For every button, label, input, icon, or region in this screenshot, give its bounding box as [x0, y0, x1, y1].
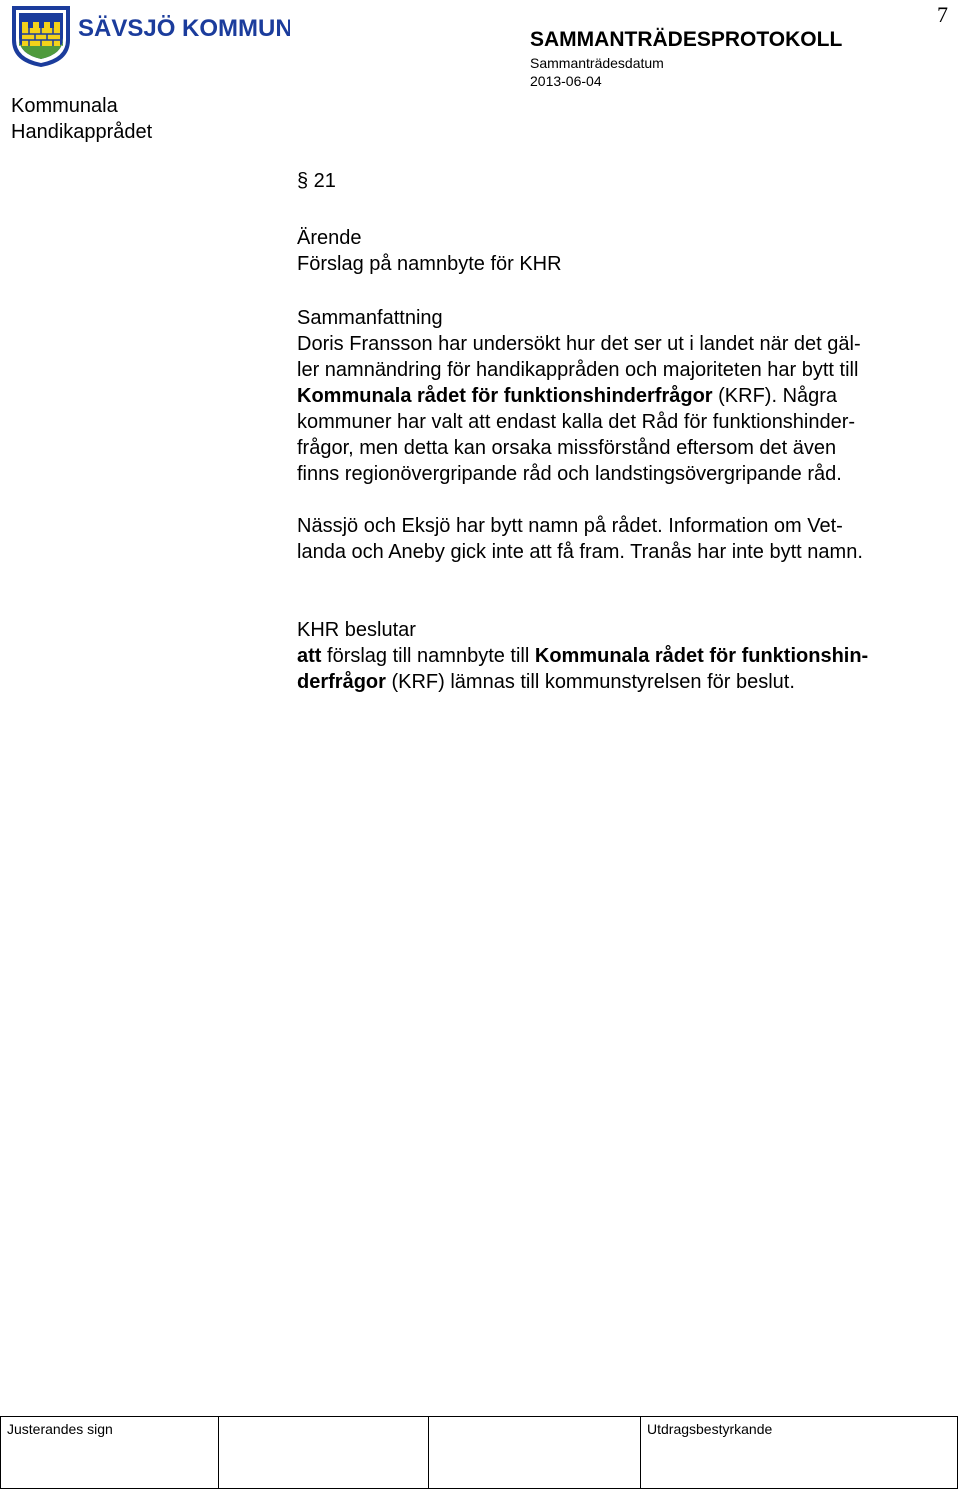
- council-name-rest: (KRF). Några: [712, 385, 838, 407]
- org-line-1: Kommunala: [11, 95, 118, 117]
- beslut-heading: KHR beslutar: [297, 619, 416, 641]
- beslut-text-1: förslag till namnbyte till: [321, 645, 535, 667]
- sammanfattning-line: frågor, men detta kan orsaka missförstånd eftersom det även: [297, 437, 837, 459]
- beslut-text-2: (KRF) lämnas till kommunstyrelsen för beslut.: [385, 671, 795, 693]
- extra-line: landa och Aneby gick inte att få fram. Tranås har inte bytt namn.: [297, 541, 863, 563]
- org-line-2: Handikapprådet: [11, 121, 153, 143]
- justerandes-label: Justerandes sign: [7, 1421, 113, 1437]
- date-value: 2013-06-04: [530, 73, 602, 89]
- extra-line: Nässjö och Eksjö har bytt namn på rådet. Information om Vet-: [297, 515, 843, 537]
- utdrag-label: Utdragsbestyrkande: [647, 1421, 773, 1437]
- sammanfattning-line: [297, 383, 947, 409]
- brand-name: SÄVSJÖ KOMMUN: [78, 15, 290, 42]
- savsjo-kommun-logo: [8, 4, 290, 68]
- arende-heading: Ärende: [297, 227, 362, 249]
- sammanfattning-line: Doris Fransson har undersökt hur det ser ut i landet när det gäl-: [297, 333, 861, 355]
- sammanfattning-line: ler namnändring för handikappråden och majoriteten har bytt till: [297, 359, 859, 381]
- protocol-title: SAMMANTRÄDESPROTOKOLL: [530, 28, 843, 51]
- beslut-council-1: Kommunala rådet för funktionshin-: [534, 645, 869, 667]
- sammanfattning-line: finns regionövergripande råd och landstingsövergripande råd.: [297, 463, 842, 485]
- date-label: Sammanträdesdatum: [530, 55, 664, 71]
- signature-table: [0, 1416, 958, 1489]
- signature-cell: [429, 1417, 641, 1489]
- beslut-council-2: derfrågor: [297, 671, 386, 693]
- signature-cell: [219, 1417, 429, 1489]
- crest-icon: [8, 4, 290, 68]
- paragraph-number: § 21: [297, 170, 336, 192]
- section-body: [297, 225, 947, 695]
- council-name-bold: Kommunala rådet för funktionshinderfrågor: [297, 385, 713, 407]
- beslut-att: att: [297, 645, 322, 667]
- beslut-line: [297, 643, 947, 669]
- utdrag-cell: [641, 1417, 958, 1489]
- sammanfattning-line: kommuner har valt att endast kalla det Råd för funktionshinder-: [297, 411, 856, 433]
- arende-text: Förslag på namnbyte för KHR: [297, 253, 562, 275]
- beslut-line: [297, 669, 947, 695]
- page-number: 7: [937, 2, 948, 27]
- sammanfattning-heading: Sammanfattning: [297, 307, 443, 329]
- organization-name: [11, 93, 152, 145]
- justerandes-cell: [1, 1417, 219, 1489]
